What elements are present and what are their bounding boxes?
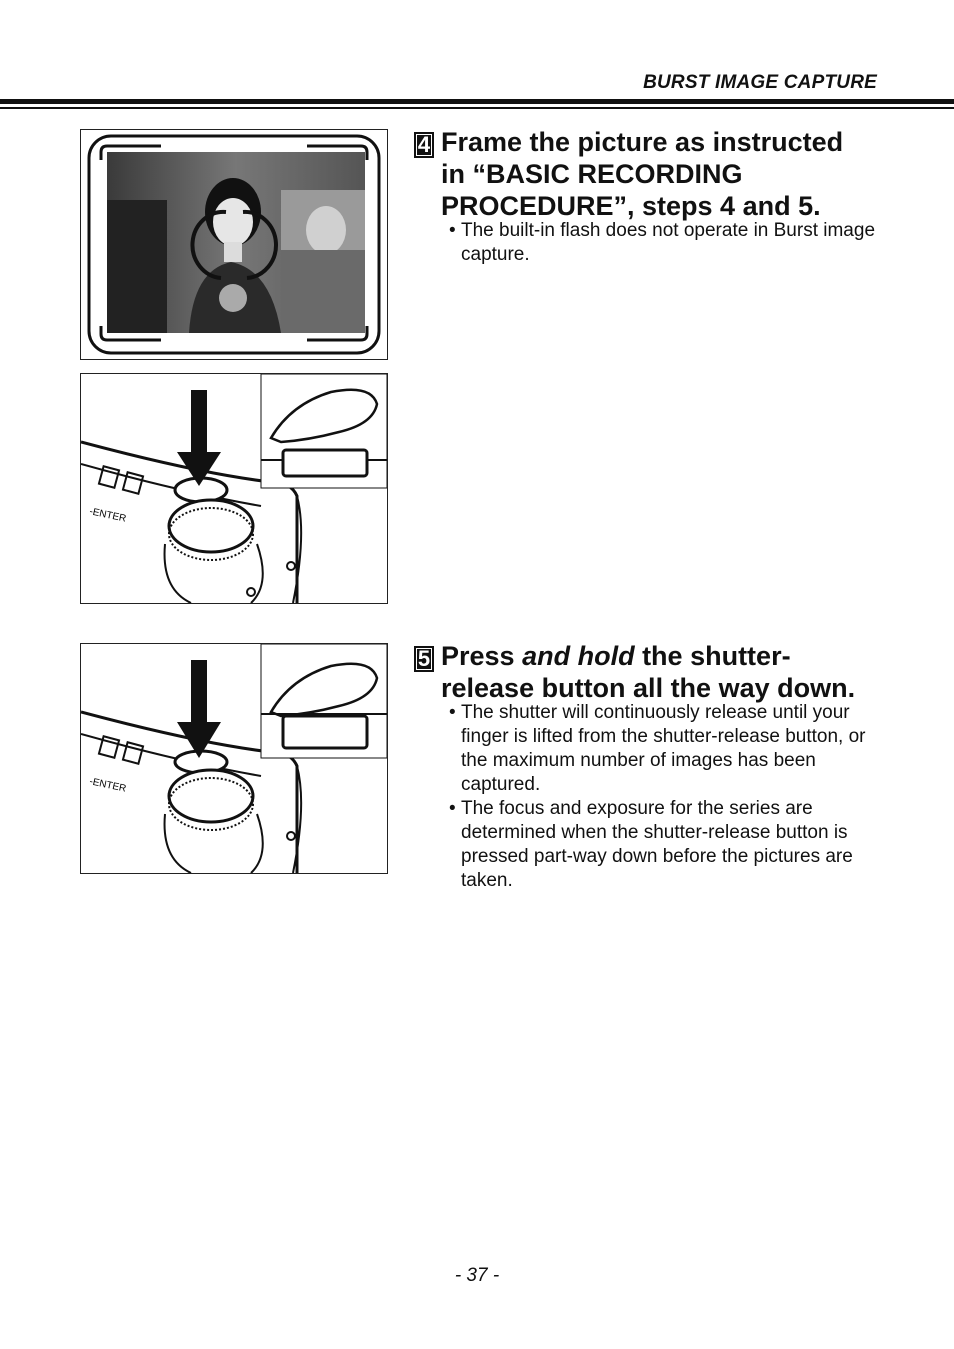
step-5-heading-line — [441, 640, 881, 672]
step-4-heading-line: Frame the picture as instructed — [441, 127, 844, 157]
step-4-bullets — [449, 219, 879, 267]
heading-emphasis: and hold — [522, 641, 635, 671]
shutter-press-illustration-step5 — [80, 643, 388, 874]
bullet-text: The focus and exposure for the series are determined when the shutter-release button is pressed part-way down before the pictures are taken. — [461, 798, 853, 891]
shutter-press-illustration-step4 — [80, 373, 388, 604]
heading-text: the shutter- — [634, 641, 791, 671]
header-rule-thick — [0, 99, 954, 104]
step-5-bullets — [449, 701, 879, 893]
bullet-item: • The shutter will continuously release until your finger is lifted from the shutter-release button, or the maximum number of images has been captured. — [449, 702, 866, 795]
step-5-heading — [441, 640, 881, 704]
page-number: - 37 - — [454, 1265, 500, 1286]
header-rule-thin — [0, 107, 954, 109]
step-4-heading-line: in “BASIC RECORDING — [441, 159, 743, 189]
step-4-badge: 4 — [414, 132, 434, 158]
step-5-badge: 5 — [414, 646, 434, 672]
step-4-heading-line: PROCEDURE”, steps 4 and 5. — [441, 191, 821, 221]
step-4-heading — [441, 126, 881, 222]
step-5-heading-line: release button all the way down. — [441, 673, 856, 703]
camera-label: -ENTER — [88, 776, 128, 795]
heading-text: Press — [441, 641, 523, 671]
bullet-text: The shutter will continuously release until your finger is lifted from the shutter-release button, or the maximum number of images has been captured. — [461, 702, 866, 795]
section-title: BURST IMAGE CAPTURE — [643, 72, 877, 93]
camera-label: -ENTER — [88, 506, 128, 525]
viewfinder-illustration — [80, 129, 388, 360]
bullet-item: • The built-in flash does not operate in Burst image capture. — [449, 220, 876, 265]
bullet-item: • The focus and exposure for the series are determined when the shutter-release button is pressed part-way down before the pictures are taken. — [449, 798, 853, 891]
bullet-text: The built-in flash does not operate in Burst image capture. — [461, 220, 876, 265]
